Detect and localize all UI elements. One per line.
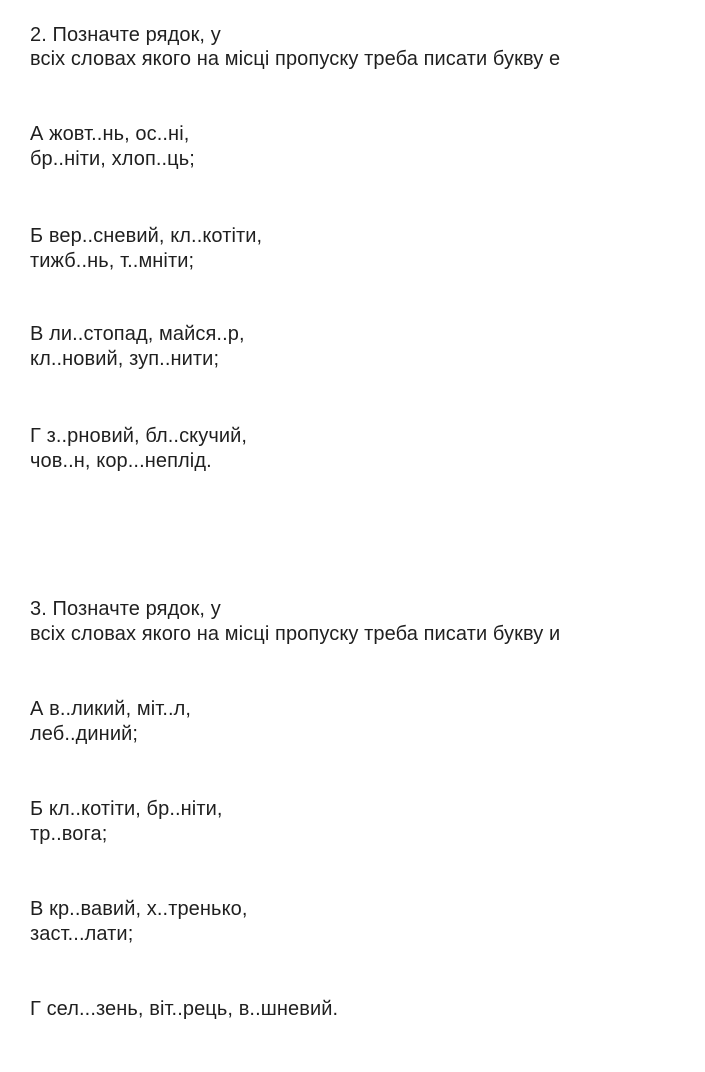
question-2-title-line-2: всіх словах якого на місці пропуску треба писати букву е	[30, 48, 561, 70]
option-line: В ли..стопад, майся..р,	[30, 323, 245, 345]
option-line: Г сел...зень, віт..рець, в..шневий.	[30, 998, 339, 1020]
question-3-title-line-1: 3. Позначте рядок, у	[30, 598, 221, 620]
option-line: леб..диний;	[30, 723, 139, 745]
option-line: тр..вога;	[30, 823, 108, 845]
option-line: чов..н, кор...неплід.	[30, 450, 212, 472]
option-line: заст...лати;	[30, 923, 134, 945]
option-line: кл..новий, зуп..нити;	[30, 348, 220, 370]
question-2-title-line-1: 2. Позначте рядок, у	[30, 24, 221, 46]
question-3-title-line-2: всіх словах якого на місці пропуску треба писати букву и	[30, 623, 561, 645]
option-line: Б кл..котіти, бр..ніти,	[30, 798, 223, 820]
option-line: Б вер..сневий, кл..котіти,	[30, 225, 263, 247]
option-line: бр..ніти, хлоп..ць;	[30, 148, 195, 170]
option-line: В кр..вавий, х..тренько,	[30, 898, 248, 920]
option-line: А в..ликий, міт..л,	[30, 698, 192, 720]
option-line: тижб..нь, т..мніти;	[30, 250, 195, 272]
option-line: Г з..рновий, бл..скучий,	[30, 425, 248, 447]
option-line: А жовт..нь, ос..ні,	[30, 123, 190, 145]
